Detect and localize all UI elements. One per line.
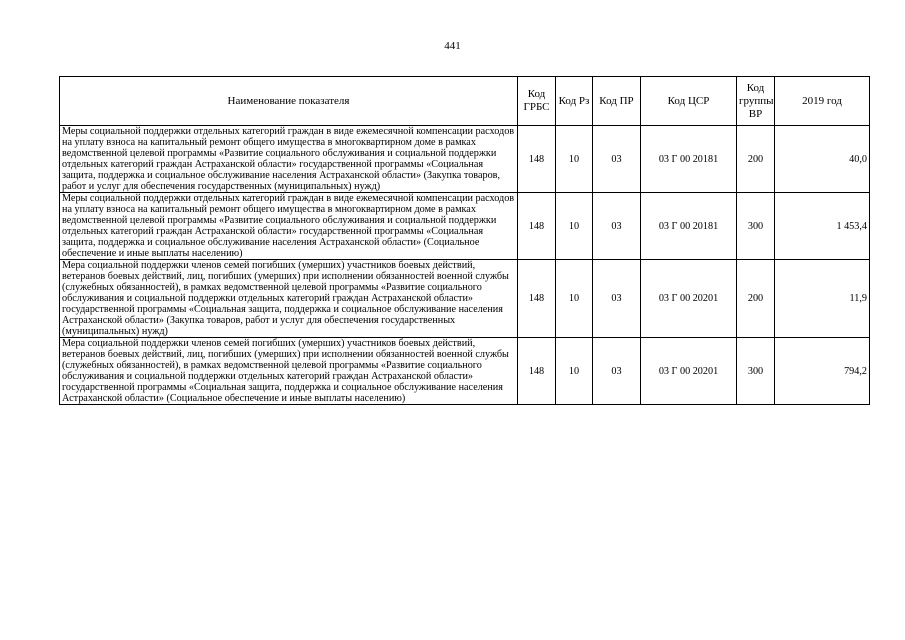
header-rz: Код Рз (556, 77, 593, 126)
row-csr: 03 Г 00 20181 (641, 126, 737, 193)
row-csr: 03 Г 00 20181 (641, 193, 737, 260)
header-year: 2019 год (775, 77, 870, 126)
row-rz: 10 (556, 126, 593, 193)
row-grbs: 148 (518, 126, 556, 193)
row-vr: 300 (737, 338, 775, 405)
row-csr: 03 Г 00 20201 (641, 338, 737, 405)
header-csr: Код ЦСР (641, 77, 737, 126)
row-name: Меры социальной поддержки отдельных категорий граждан в виде ежемесячной компенсации расходов на уплату взноса на капитальный ремонт общего имущества в многоквартирном доме в рамках ведомственной целевой программы «Развитие социального обслуживания и социальной поддержки отдельных категорий граждан Астраханской области» государственной программы «Социальная защита, поддержка и социальное обслуживание населения Астраханской области» (Социальное обеспечение и иные выплаты населению) (60, 193, 518, 260)
row-pr: 03 (593, 126, 641, 193)
header-vr: Код группы ВР (737, 77, 775, 126)
table-row (60, 338, 870, 405)
row-pr: 03 (593, 338, 641, 405)
row-amount: 40,0 (775, 126, 870, 193)
header-name: Наименование показателя (60, 77, 518, 126)
row-amount: 1 453,4 (775, 193, 870, 260)
header-grbs: Код ГРБС (518, 77, 556, 126)
table-row (60, 260, 870, 338)
row-pr: 03 (593, 260, 641, 338)
row-csr: 03 Г 00 20201 (641, 260, 737, 338)
row-amount: 11,9 (775, 260, 870, 338)
table-header-row (60, 77, 870, 126)
row-pr: 03 (593, 193, 641, 260)
row-name: Мера социальной поддержки членов семей погибших (умерших) участников боевых действий, ветеранов боевых действий, лиц, погибших (умерших) при исполнении обязанностей военной службы (служебных обязанностей), в рамках ведомственной целевой программы «Развитие социального обслуживания и социальной поддержки отдельных категорий граждан Астраханской области» государственной программы «Социальная защита, поддержка и социальное обслуживание населения Астраханской области» (Социальное обеспечение и иные выплаты населению) (60, 338, 518, 405)
budget-table (59, 76, 870, 405)
row-amount: 794,2 (775, 338, 870, 405)
row-vr: 200 (737, 126, 775, 193)
header-pr: Код ПР (593, 77, 641, 126)
row-vr: 200 (737, 260, 775, 338)
row-vr: 300 (737, 193, 775, 260)
row-name: Мера социальной поддержки членов семей погибших (умерших) участников боевых действий, ветеранов боевых действий, лиц, погибших (умерших) при исполнении обязанностей военной службы (служебных обязанностей), в рамках ведомственной целевой программы «Развитие социального обслуживания и социальной поддержки отдельных категорий граждан Астраханской области» государственной программы «Социальная защита, поддержка и социальное обслуживание населения Астраханской области» (Закупка товаров, работ и услуг для обеспечения государственных (муниципальных) нужд) (60, 260, 518, 338)
row-grbs: 148 (518, 260, 556, 338)
row-grbs: 148 (518, 193, 556, 260)
row-rz: 10 (556, 338, 593, 405)
page-number: 441 (444, 40, 461, 52)
table-row (60, 193, 870, 260)
row-rz: 10 (556, 260, 593, 338)
table-row (60, 126, 870, 193)
row-grbs: 148 (518, 338, 556, 405)
row-name: Меры социальной поддержки отдельных категорий граждан в виде ежемесячной компенсации расходов на уплату взноса на капитальный ремонт общего имущества в многоквартирном доме в рамках ведомственной целевой программы «Развитие социального обслуживания и социальной поддержки отдельных категорий граждан Астраханской области» государственной программы «Социальная защита, поддержка и социальное обслуживание населения Астраханской области» (Закупка товаров, работ и услуг для обеспечения государственных (муниципальных) нужд) (60, 126, 518, 193)
row-rz: 10 (556, 193, 593, 260)
